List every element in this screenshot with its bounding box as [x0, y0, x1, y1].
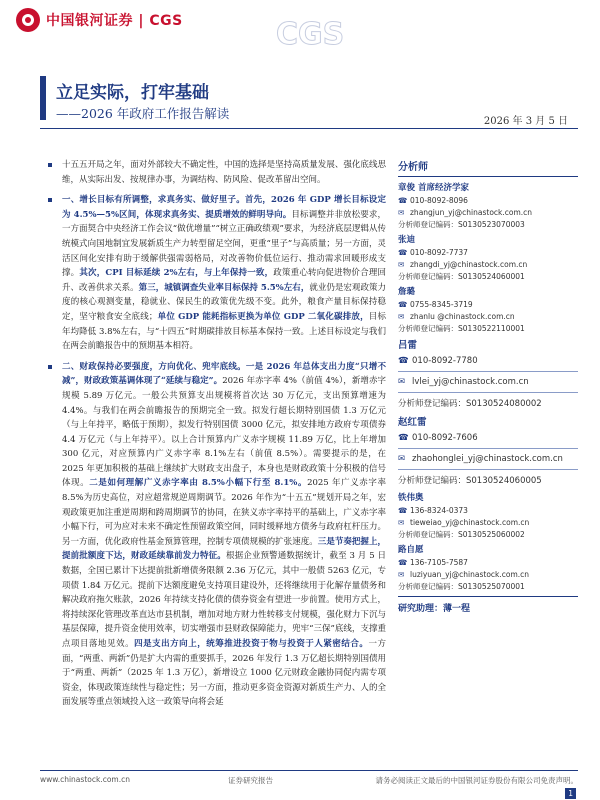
analyst-card — [398, 543, 578, 592]
analyst-email[interactable]: zhangjun_yj@chinastock.com.cn — [410, 207, 533, 217]
divider — [398, 469, 578, 470]
analyst-name: 铁伟奥 — [398, 493, 424, 503]
cgs-watermark-icon — [270, 0, 345, 56]
phone-icon: ☎ — [398, 433, 409, 443]
analyst-card — [398, 233, 578, 282]
report-title: 立足实际，打牢基础 — [56, 83, 209, 103]
analyst-code: 分析师登记编码：S0130524080002 — [398, 399, 542, 409]
brand-name: 中国银河证券 | CGS — [46, 13, 183, 29]
email-icon: ✉ — [398, 517, 405, 527]
main-content — [46, 158, 386, 716]
footer-disclaimer: 请务必阅读正文最后的中国银河证券股份有限公司免责声明。 — [375, 776, 578, 785]
report-date: 2026 年 3 月 5 日 — [483, 116, 568, 127]
analyst-card — [398, 414, 578, 488]
analyst-name: 章俊 首席经济学家 — [398, 183, 469, 193]
analyst-email[interactable]: zhangdi_yj@chinastock.com.cn — [410, 259, 528, 269]
brand-logo — [16, 8, 183, 32]
analyst-phone: 010-8092-7606 — [412, 433, 478, 443]
email-icon: ✉ — [398, 454, 406, 464]
analyst-phone: 0755-8345-3719 — [410, 299, 473, 309]
analyst-phone: 136-8324-0373 — [410, 505, 468, 515]
intro-paragraph: 十五五开局之年，面对外部较大不确定性，中国的选择是坚持高质量发展、强化底线思维，从实际出发、按规律办事，为调结构、防风险、促改革留出空间。 — [46, 158, 386, 187]
phone-icon: ☎ — [398, 299, 408, 309]
email-icon: ✉ — [398, 311, 405, 321]
title-divider — [40, 128, 578, 129]
footer-divider — [40, 770, 578, 771]
title-accent-bar — [40, 76, 46, 120]
analyst-card — [398, 337, 578, 411]
svg-text:CGS: CGS — [276, 17, 345, 52]
analyst-card — [398, 491, 578, 540]
bullet-icon — [48, 163, 52, 167]
email-icon: ✉ — [398, 207, 405, 217]
analyst-phone: 010-8092-7737 — [410, 247, 468, 257]
analyst-name: 赵红雷 — [398, 417, 427, 428]
phone-icon: ☎ — [398, 557, 408, 567]
phone-icon: ☎ — [398, 195, 408, 205]
analyst-name: 张迪 — [398, 235, 416, 245]
analyst-email[interactable]: tieweiao_yj@chinastock.com.cn — [410, 517, 530, 527]
analyst-card — [398, 285, 578, 334]
phone-icon: ☎ — [398, 505, 408, 515]
analyst-email[interactable]: lvlei_yj@chinastock.com.cn — [412, 377, 529, 387]
analyst-email[interactable]: zhaohonglei_yj@chinastock.com.cn — [412, 454, 563, 464]
analyst-email[interactable]: luziyuan_yj@chinastock.com.cn — [410, 569, 530, 579]
analyst-card — [398, 181, 578, 230]
phone-icon: ☎ — [398, 356, 409, 366]
section-1-heading: 一、增长目标有所调整，求真务实、做好里子。 — [62, 195, 245, 206]
section-2-heading: 二、财政保持必要强度，方向优化、兜牢底线。 — [62, 361, 246, 372]
analyst-code: 分析师登记编码：S0130525070001 — [398, 581, 525, 591]
divider — [398, 371, 578, 372]
galaxy-logo-icon — [16, 8, 40, 32]
email-icon: ✉ — [398, 377, 406, 387]
bullet-icon — [48, 365, 52, 369]
analyst-phone: 136-7105-7587 — [410, 557, 468, 567]
analyst-phone: 010-8092-8096 — [410, 195, 468, 205]
analyst-code: 分析师登记编码：S0130522110001 — [398, 323, 525, 333]
analyst-name: 詹璐 — [398, 287, 416, 297]
page-header — [0, 0, 600, 56]
page-number: 1 — [565, 788, 576, 799]
phone-icon: ☎ — [398, 247, 408, 257]
analyst-code: 分析师登记编码：S0130524060005 — [398, 476, 542, 486]
divider — [398, 392, 578, 393]
analyst-name: 路自愿 — [398, 545, 424, 555]
section-2-paragraph: 二、财政保持必要强度，方向优化、兜牢底线。一是 2026 年总体支出力度“只增不减”，财政政策基调体现了“延续与稳定”。2026 年赤字率 4%（前值 4%），新增赤字规模 5.89 万亿元。一般公共预算支出规模将首次达 30 万亿元，支出预算增速为 4.4%。与我们在两会前瞻报告的预期完全一致。拟发行超长期特别国债 1.3 万亿元（与上年持平，略低于预期），拟发行特别国债 3000 亿元，拟安排地方政府专项债券 4.4 万亿元（与上年持平）。以上合计预算内广义赤字规模 11.89 万亿，比上年增加 300 亿元，对应预算内广义赤字率 8.1%左右（前值 8.5%）。需要提示的是，在 2025 年更加积极的基础上继续扩大财政支出盘子，本身也是财政政策十分积极的信号体现。二是如何理解广义赤字率由 8.5%小幅下行至 8.1%。2025 年广义赤字率 8.5%为历史高位，对应超常规逆周期调节。2026 年作为“十五五”规划开局之年，宏观政策更加注重逆周期和跨周期调节的协同，在狭义赤字率持平的基础上，广义赤字率小幅下行，可为应对未来不确定性预留政策空间，同时缓释地方债务与政府杠杆压力。另一方面，优化政府性基金预算管理，控制专项债规模的扩张速度。三是节奏把握上，提前批额度下达，财政延续靠前发力特征。根据企业预警通数据统计，截至 3 月 5 日数据，全国已累计下达提前批新增债务限额 2.36 万亿元，其中一般债 5263 亿元，专项债 1.84 万亿元。提前下达额度避免支持项目建设外，还将继续用于化解存量债务和解决政府拖欠账款，2026 年持续支持化债的债券资金有望进一步前置。使用方式上，将持续深化管理改革直达市县机制，增加对地方财力性转移支付规模，强化财力下沉与基层保障，提升资金使用效率，切实增强市县财政保障能力，兜牢“三保”底线，支撑重点项目落地见效。四是支出方向上，统筹推进投资于物与投资于人紧密结合。一方面，“两重、两新”仍是扩大内需的重要抓手，2026 年发行 1.3 万亿超长期特别国债用于“两重、两新”（2025 年 1.3 万亿），新增设立 1000 亿元财政金融协同促内需专项资金，体现政策连续性与稳定性；另一方面，推动更多资金资源对新质生产力、人的全面发展等重点领域投入这一政策导向将会延 — [46, 360, 386, 710]
sidebar-header: 分析师 — [398, 158, 578, 177]
research-assistant: 研究助理：薄一程 — [398, 596, 578, 614]
analyst-code: 分析师登记编码：S0130523070003 — [398, 219, 525, 229]
analyst-phone: 010-8092-7780 — [412, 356, 478, 366]
analyst-sidebar — [398, 158, 578, 614]
analyst-code: 分析师登记编码：S0130524060001 — [398, 271, 525, 281]
email-icon: ✉ — [398, 259, 405, 269]
footer-website[interactable]: www.chinastock.com.cn — [40, 775, 130, 784]
bullet-icon — [48, 198, 52, 202]
section-1-paragraph: 一、增长目标有所调整，求真务实、做好里子。首先，2026 年 GDP 增长目标设定为 4.5%—5%区间，体现求真务实、提质增效的鲜明导向。目标调整并非放松要求，一方面契合中央经济工作会议“做优增量”“树立正确政绩观”要求，为经济底层逻辑从传统模式向国地制宜发展新质生产力转型留足空间，更重“里子”与高质量；另一方面，灵活区间化安排有助于缓解供强需弱格局，对改善物价低位运行、推动需求回暖形成支撑。其次，CPI 目标延续 2%左右，与上年保持一致，政策重心转向促进物价合理回升、改善供求关系。第三，城镇调查失业率目标保持 5.5%左右，就业仍是宏观政策力度的核心观测变量，稳就业、保民生的政策优先级不变。此外，粮食产量目标保持稳定，坚守粮食安全底线；单位 GDP 能耗指标更换为单位 GDP 二氧化碳排放，目标年均降低 3.8%左右，与“十四五”时期碳排放目标基本保持一致。上述目标设定与我们在两会前瞻报告中的预期基本相符。 — [46, 193, 386, 354]
divider — [398, 448, 578, 449]
report-subtitle: ——2026 年政府工作报告解读 — [56, 106, 230, 121]
analyst-code: 分析师登记编码：S0130525060002 — [398, 529, 525, 539]
email-icon: ✉ — [398, 569, 405, 579]
footer-report-type: 证券研究报告 — [228, 776, 273, 785]
analyst-email[interactable]: zhanlu @chinastock.com.cn — [410, 311, 515, 321]
analyst-name: 吕雷 — [398, 340, 418, 351]
